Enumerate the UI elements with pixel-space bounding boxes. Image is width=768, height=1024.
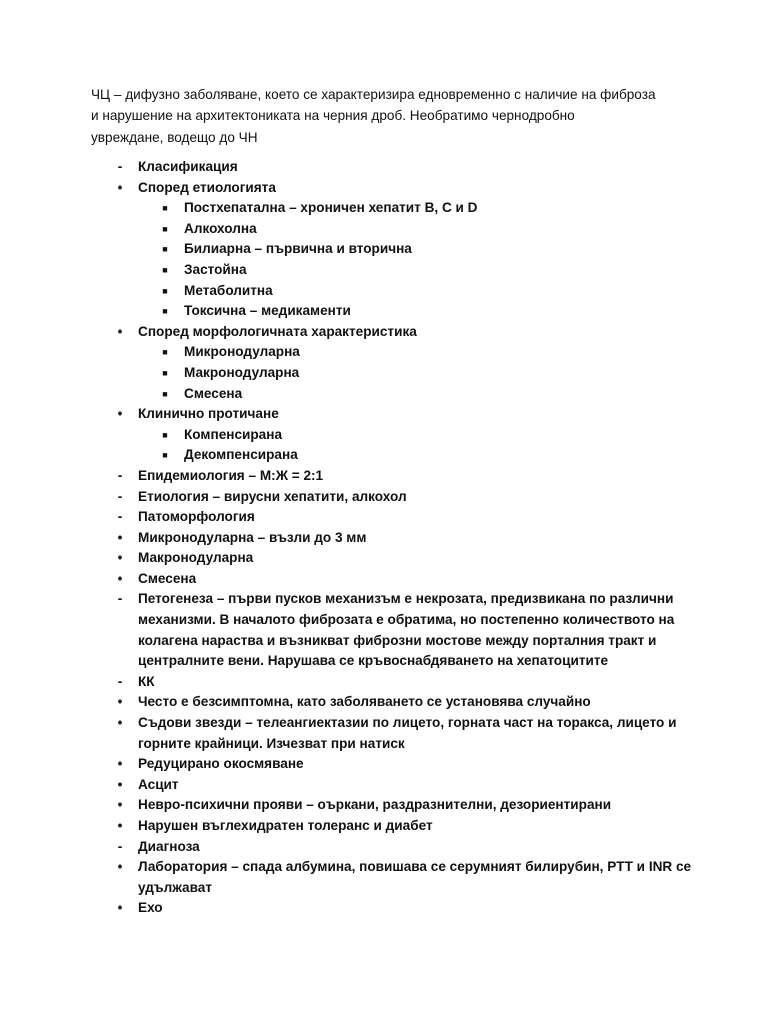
list-item-text: [138, 589, 768, 671]
sub-list-item: [0, 219, 768, 240]
list-item: [0, 589, 768, 671]
sub-list-item: [0, 363, 768, 384]
list-item: [0, 528, 768, 549]
square-bullet-icon: ■: [162, 264, 168, 275]
list-item-line: Често е безсимптомна, като заболяването се установява случайно: [138, 694, 591, 710]
list-item-text: [138, 795, 768, 816]
square-bullet-icon: ■: [162, 306, 168, 317]
list-item-line: Смесена: [138, 570, 197, 586]
list-item-text: [184, 363, 768, 384]
square-bullet-icon: ■: [162, 388, 168, 399]
list-item-text: [138, 816, 768, 837]
list-item-text: [138, 692, 768, 713]
list-item-line: Смесена: [184, 385, 243, 401]
round-bullet-icon: •: [117, 323, 123, 339]
list-item-text: [138, 178, 768, 199]
list-item-line: Етиология – вирусни хепатити, алкохол: [138, 488, 407, 504]
square-bullet-icon: ■: [162, 223, 168, 234]
dash-marker: -: [117, 159, 123, 174]
intro-paragraph: [91, 84, 691, 148]
round-bullet-icon: •: [117, 818, 123, 833]
list-item-line: колагена нараства и възникват фиброзни мостове между порталния тракт и: [138, 632, 657, 648]
list-item-line: Невро-психични прояви – оъркани, раздразнителни, дезориентирани: [138, 797, 612, 813]
list-item-text: [138, 898, 768, 919]
list-item: [0, 713, 768, 754]
square-bullet-icon: ■: [162, 203, 168, 214]
list-item-line: Микронодуларна: [184, 344, 300, 360]
list-item-line: Клинично протичане: [138, 406, 279, 422]
list-item-line: Съдови звезди – телеангиектазии по лицето, горната част на торакса, лицето и: [138, 715, 677, 731]
round-bullet-icon: •: [117, 406, 123, 422]
list-item-line: Декомпенсирана: [184, 447, 298, 463]
list-item-text: [184, 198, 768, 219]
round-bullet-icon: •: [117, 859, 123, 875]
list-item-line: Макронодуларна: [184, 364, 300, 380]
square-bullet-icon: ■: [162, 244, 168, 255]
list-item-text: [184, 301, 768, 322]
list-item-text: [138, 754, 768, 775]
round-bullet-icon: •: [117, 756, 123, 772]
intro-line: увреждане, водещо до ЧН: [91, 129, 258, 145]
list-item: [0, 548, 768, 569]
list-item: [0, 178, 768, 199]
intro-line: и нарушение на архитектониката на черния дроб. Необратимо чернодробно: [91, 108, 575, 124]
list-item-text: [138, 322, 768, 343]
list-item-line: Редуцирано окосмяване: [138, 756, 304, 772]
list-item-line: Токсична – медикаменти: [184, 303, 351, 319]
round-bullet-icon: •: [117, 570, 123, 586]
list-item-line: удължават: [138, 879, 212, 895]
list-item-line: Билиарна – първична и вторична: [184, 241, 412, 257]
sub-list-item: [0, 260, 768, 281]
list-item-line: Петогенеза – първи пусков механизъм е некрозата, предизвикана по различни: [138, 591, 674, 607]
list-item-text: [184, 445, 768, 466]
list-item: [0, 898, 768, 919]
list-item-line: Постхепатална – хроничен хепатит B, C и D: [184, 200, 478, 216]
list-item-text: [138, 569, 768, 590]
sub-list-item: [0, 425, 768, 446]
list-item: [0, 466, 768, 487]
list-item-text: [138, 713, 768, 754]
list-item-line: горните крайници. Изчезват при натиск: [138, 735, 405, 751]
list-item: [0, 795, 768, 816]
round-bullet-icon: •: [117, 550, 123, 566]
list-item-line: централните вени. Нарушава се кръвоснабдяването на хепатоцитите: [138, 653, 609, 669]
list-item-line: Микронодуларна – възли до 3 мм: [138, 529, 367, 545]
list-item: [0, 857, 768, 898]
sub-list-item: [0, 342, 768, 363]
list-item: [0, 487, 768, 508]
list-item: [0, 507, 768, 528]
list-item: [0, 569, 768, 590]
list-item-line: Според морфологичната характеристика: [138, 323, 417, 339]
list-item-text: [184, 260, 768, 281]
list-item-text: [184, 425, 768, 446]
list-item-text: [138, 528, 768, 549]
square-bullet-icon: ■: [162, 429, 168, 440]
list-item-line: Макронодуларна: [138, 550, 254, 566]
list-item-line: Епидемиология – М:Ж = 2:1: [138, 467, 324, 483]
dash-marker: -: [117, 673, 123, 689]
list-item-text: [138, 404, 768, 425]
list-item-line: Ехо: [138, 900, 163, 916]
list-item-line: Диагноза: [138, 838, 200, 854]
list-item: [0, 692, 768, 713]
list-item-line: Компенсирана: [184, 426, 283, 442]
round-bullet-icon: •: [117, 694, 123, 710]
list-item-text: [138, 775, 768, 796]
list-item-text: [138, 837, 768, 858]
list-item-text: [138, 157, 768, 178]
list-item: [0, 837, 768, 858]
dash-marker: -: [117, 838, 123, 854]
list-item-line: Патоморфология: [138, 509, 255, 525]
outline-list: [0, 157, 768, 919]
intro-line: ЧЦ – дифузно заболяване, което се характеризира едновременно с наличие на фиброза: [91, 87, 656, 102]
list-item-line: Метаболитна: [184, 282, 273, 298]
sub-list-item: [0, 384, 768, 405]
list-item: [0, 816, 768, 837]
list-item-line: Застойна: [184, 261, 247, 277]
list-item: [0, 775, 768, 796]
list-item-text: [138, 857, 768, 898]
list-item-text: [184, 281, 768, 302]
round-bullet-icon: •: [117, 529, 123, 545]
square-bullet-icon: ■: [162, 347, 168, 358]
list-item-line: Асцит: [138, 776, 179, 792]
list-item: [0, 754, 768, 775]
list-item-line: механизми. В началото фиброзата е обратима, но постепенно количеството на: [138, 612, 675, 628]
list-item-text: [184, 342, 768, 363]
list-item: [0, 404, 768, 425]
list-item-text: [184, 219, 768, 240]
dash-marker: -: [117, 591, 123, 607]
dash-marker: -: [117, 488, 123, 504]
list-item-line: Според етиологията: [138, 179, 276, 195]
list-item: [0, 672, 768, 693]
square-bullet-icon: ■: [162, 285, 168, 296]
sub-list-item: [0, 281, 768, 302]
list-item: [0, 322, 768, 343]
list-item-line: Алкохолна: [184, 220, 257, 236]
sub-list-item: [0, 239, 768, 260]
list-item-text: [184, 239, 768, 260]
list-item-text: [138, 507, 768, 528]
list-item: [0, 157, 768, 178]
list-item-text: [138, 672, 768, 693]
round-bullet-icon: •: [117, 179, 123, 195]
list-item-line: Нарушен въглехидратен толеранс и диабет: [138, 818, 433, 833]
dash-marker: -: [117, 467, 123, 483]
square-bullet-icon: ■: [162, 367, 168, 378]
list-item-text: [138, 487, 768, 508]
round-bullet-icon: •: [117, 797, 123, 813]
dash-marker: -: [117, 509, 123, 525]
round-bullet-icon: •: [117, 776, 123, 792]
list-item-text: [138, 466, 768, 487]
sub-list-item: [0, 445, 768, 466]
sub-list-item: [0, 301, 768, 322]
round-bullet-icon: •: [117, 900, 123, 916]
list-item-text: [138, 548, 768, 569]
sub-list-item: [0, 198, 768, 219]
list-item-line: КК: [138, 673, 155, 689]
square-bullet-icon: ■: [162, 450, 168, 461]
list-item-text: [184, 384, 768, 405]
list-item-line: Лаборатория – спада албумина, повишава се серумният билирубин, PTT и INR се: [138, 859, 692, 875]
round-bullet-icon: •: [117, 715, 123, 731]
list-item-line: Класификация: [138, 159, 238, 174]
